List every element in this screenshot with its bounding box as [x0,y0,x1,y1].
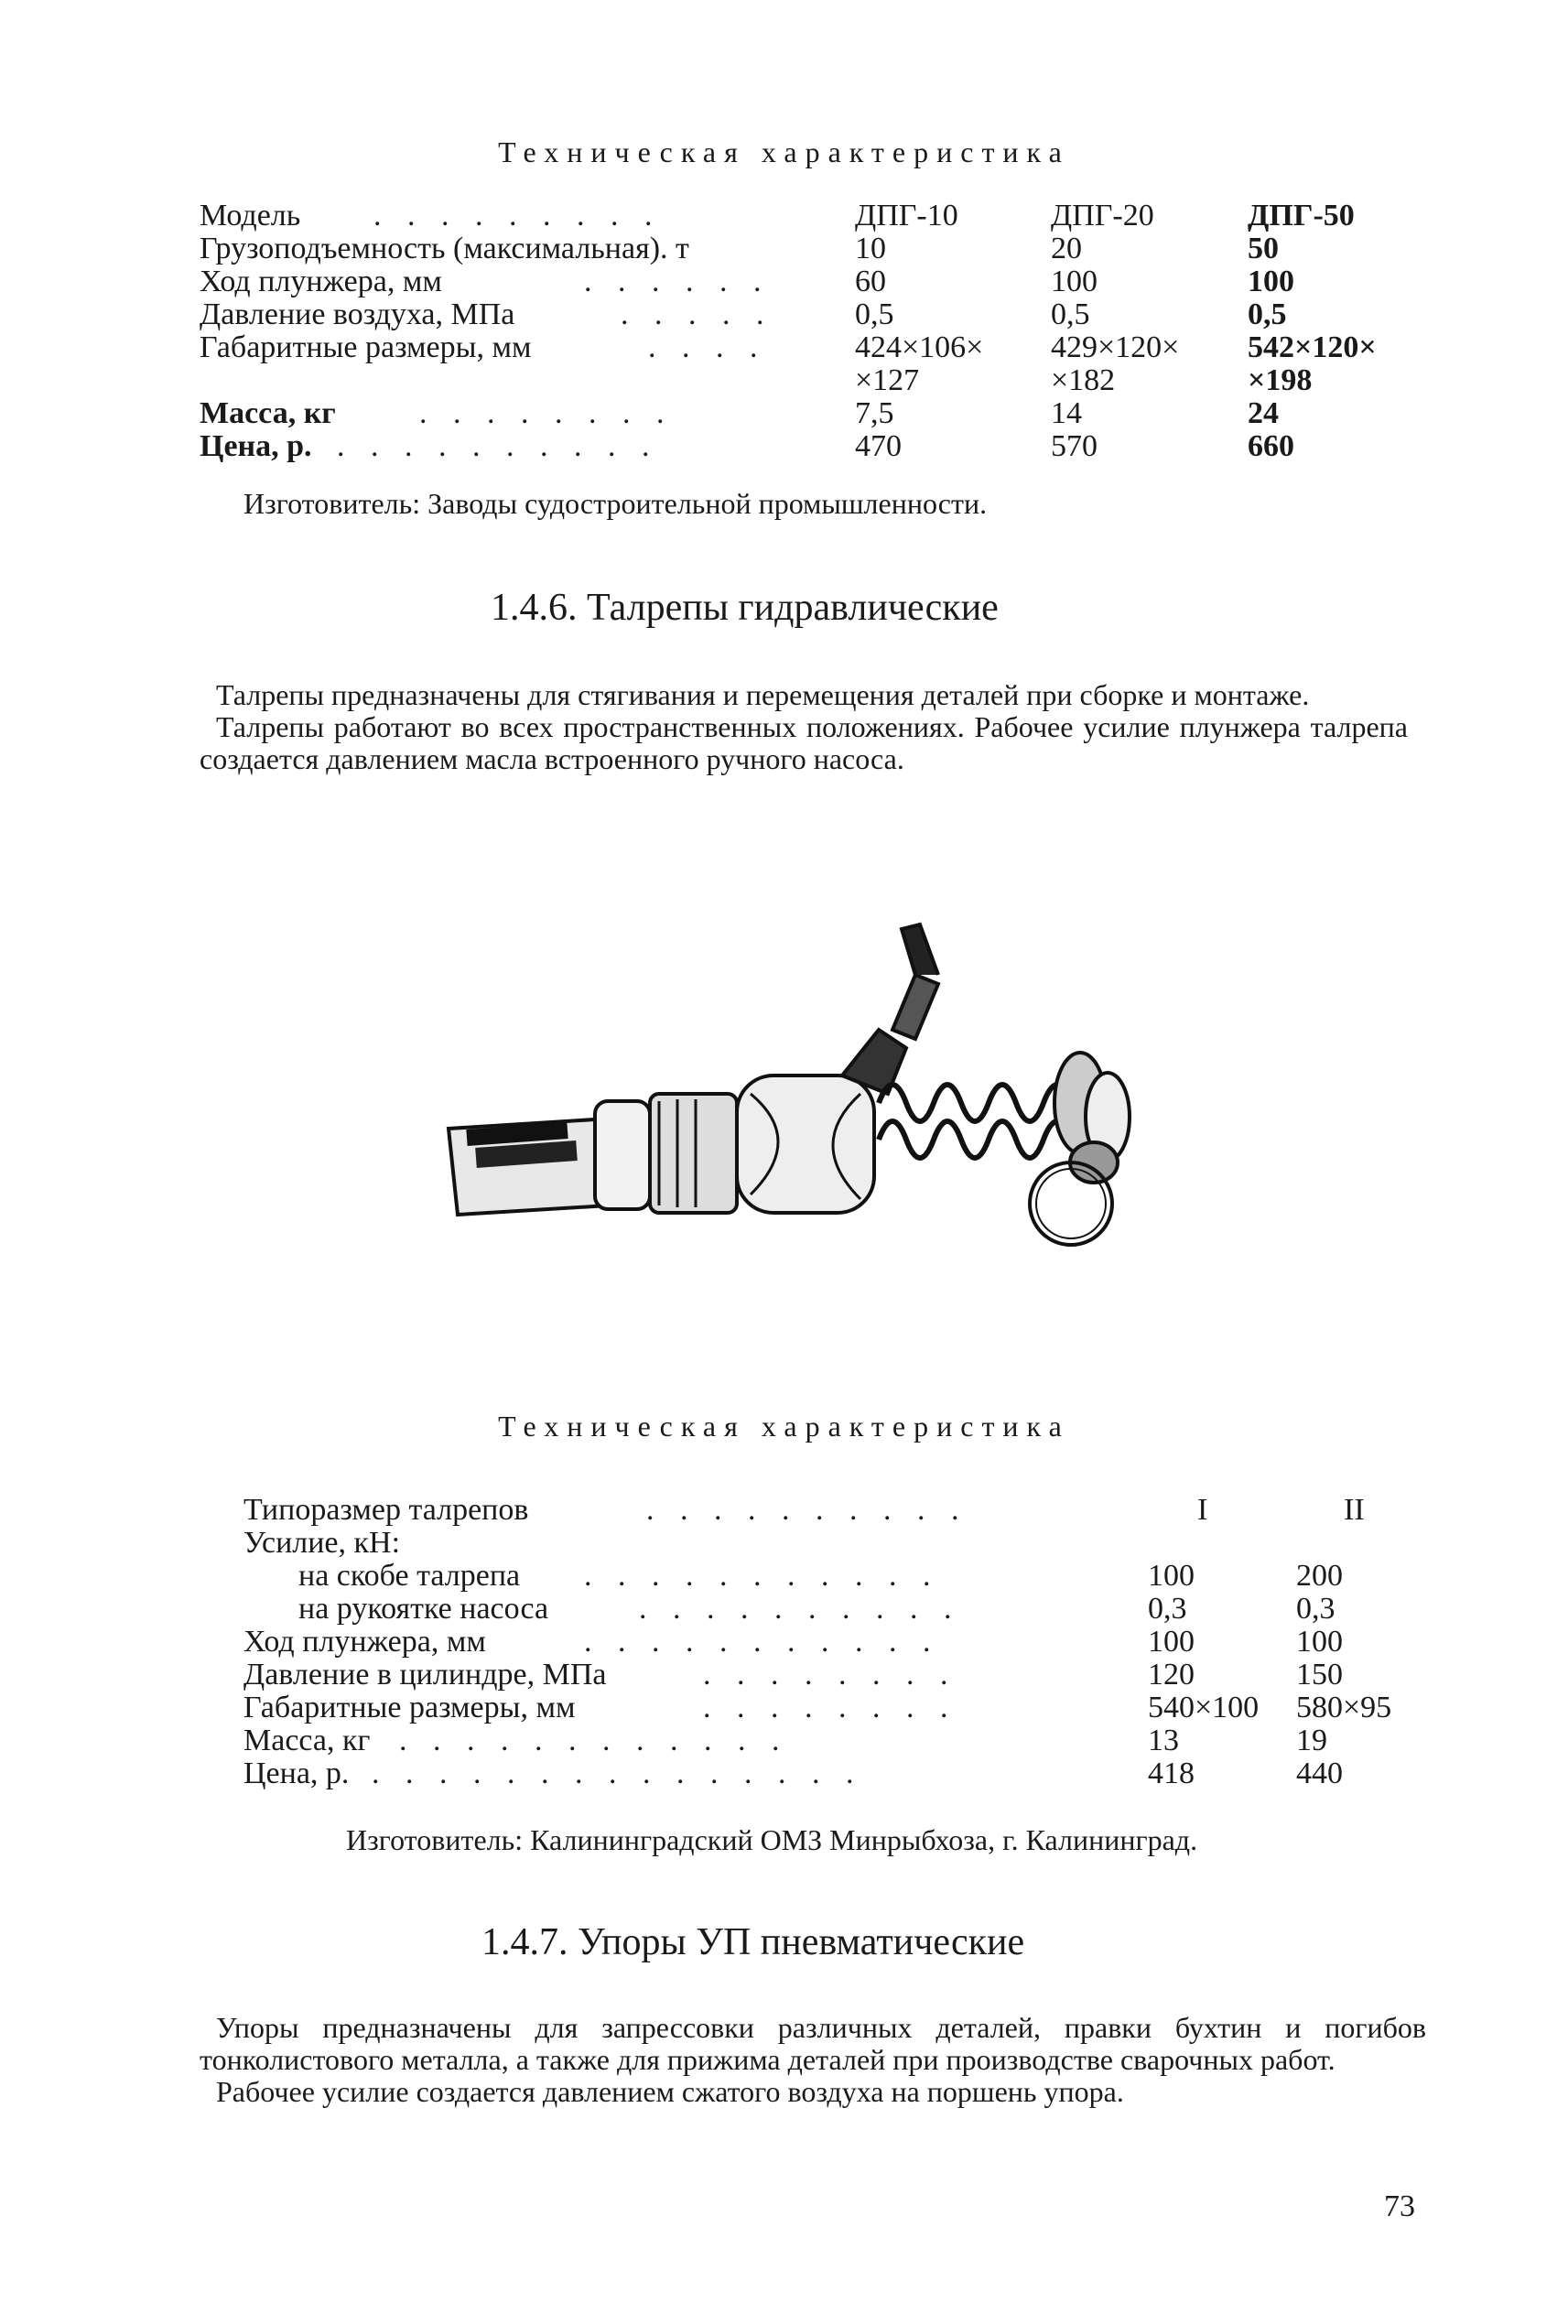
table2-heading: Техническая характеристика [498,1410,1070,1443]
row-label: Типоразмер талрепов [243,1493,529,1527]
value-dpg10: 10 [855,232,886,265]
row-dots: . . . . . . . . . . [639,1592,961,1626]
table2-row [243,1560,1424,1593]
value-size-1: 100 [1148,1559,1195,1593]
value-size-1: I [1197,1493,1208,1527]
table1-row [200,232,1426,265]
value-dpg10: 424×106× [855,330,984,364]
value-dpg50: 0,5 [1248,297,1287,331]
row-dots: . . . . . . . . . [373,199,662,232]
table2-row [243,1724,1424,1757]
table1-row [200,430,1426,463]
table1-row [200,200,1426,232]
table2-row [243,1593,1424,1626]
row-label: Ход плунжера, мм [200,265,442,298]
row-dots: . . . . . . . . [703,1658,957,1692]
section-1-4-6-title: 1.4.6. Талрепы гидравлические [491,587,999,629]
value-dpg50: 24 [1248,396,1279,430]
value-size-1: 0,3 [1148,1592,1187,1626]
row-label: Модель [200,199,301,232]
value-dpg10: 0,5 [855,297,894,331]
value-dpg20: 14 [1051,396,1082,430]
row-label: Цена, р. [200,429,312,463]
table2-row [243,1494,1424,1527]
hydraulic-turnbuckle-illustration [439,920,1135,1254]
value-size-1: 120 [1148,1658,1195,1692]
value-dpg20: 0,5 [1051,297,1090,331]
table1-heading: Техническая характеристика [498,135,1070,168]
row-dots: . . . . . [621,297,773,331]
table2-row [243,1527,1424,1560]
row-label: Цена, р. [243,1757,350,1790]
row-label: Габаритные размеры, мм [200,330,532,364]
value-size-1: 13 [1148,1724,1179,1757]
value-size-2: 19 [1296,1724,1327,1757]
row-dots: . . . . . . . . . . [646,1493,968,1527]
row-label: Усилие, кН: [243,1526,401,1560]
value-dpg50: 542×120× [1248,330,1377,364]
table2-row [243,1692,1424,1724]
value-dpg10: ×127 [855,363,920,397]
value-dpg50: 100 [1248,265,1294,298]
row-label: Габаритные размеры, мм [243,1691,576,1724]
row-label: на рукоятке насоса [298,1592,549,1626]
value-size-2: 200 [1296,1559,1343,1593]
value-size-2: 0,3 [1296,1592,1336,1626]
row-dots: . . . . . . . . . . . . [399,1724,789,1757]
row-label: Давление в цилиндре, МПа [243,1658,607,1692]
paragraph: Рабочее усилие создается давлением сжатого воздуха на поршень упора. [216,2075,1124,2108]
table1-row [200,265,1426,298]
row-label: на скобе талрепа [298,1559,521,1593]
value-dpg10: 60 [855,265,886,298]
page-number: 73 [1384,2189,1415,2223]
row-label: Ход плунжера, мм [243,1625,486,1659]
value-size-2: 440 [1296,1757,1343,1790]
row-dots: . . . . . . . . . . . [584,1559,940,1593]
table1-maker: Изготовитель: Заводы судостроительной промышленности. [243,487,988,520]
value-size-1: 418 [1148,1757,1195,1790]
table2-row [243,1626,1424,1659]
row-dots: . . . . . . . . . . . [584,1625,940,1659]
value-dpg20: ДПГ-20 [1051,199,1154,232]
row-dots: . . . . . . [584,265,771,298]
section2-body [200,2012,1426,2108]
row-label: Масса, кг [243,1724,371,1757]
value-dpg10: 7,5 [855,396,894,430]
row-label: Давление воздуха, МПа [200,297,515,331]
value-size-1: 540×100 [1148,1691,1260,1724]
row-dots: . . . . [648,330,767,364]
table2-row [243,1659,1424,1692]
value-dpg50: ДПГ-50 [1248,199,1355,232]
section1-body [200,679,1408,775]
value-size-2: 150 [1296,1658,1343,1692]
table1-row [200,397,1426,430]
table1-row [200,364,1426,397]
value-dpg50: 50 [1248,232,1279,265]
value-dpg20: 100 [1051,265,1098,298]
row-dots: . . . . . . . . . . [337,429,659,463]
table2-row [243,1757,1424,1790]
row-dots: . . . . . . . . [419,396,674,430]
value-size-2: II [1344,1493,1365,1527]
value-size-1: 100 [1148,1625,1195,1659]
row-label: Грузоподъемность (максимальная). т [200,232,689,265]
value-dpg50: 660 [1248,429,1294,463]
row-label: Масса, кг [200,396,336,430]
row-dots: . . . . . . . . . . . . . . . [372,1757,863,1790]
section-1-4-7-title: 1.4.7. Упоры УП пневматические [481,1921,1025,1963]
value-dpg20: 570 [1051,429,1098,463]
row-dots: . . . . . . . . [703,1691,957,1724]
table1 [200,200,1426,463]
value-size-2: 100 [1296,1625,1343,1659]
paragraph: Упоры предназначены для запрессовки различных деталей, правки бухтин и погибов тонколистового металла, а также для прижима деталей при производстве сварочных работ. [200,2011,1426,2076]
table2 [243,1494,1424,1790]
value-dpg20: 429×120× [1051,330,1180,364]
value-dpg10: 470 [855,429,902,463]
value-dpg10: ДПГ-10 [855,199,958,232]
value-size-2: 580×95 [1296,1691,1392,1724]
paragraph: Талрепы предназначены для стягивания и перемещения деталей при сборке и монтаже. [216,678,1310,711]
table1-row [200,331,1426,364]
table2-maker: Изготовитель: Калининградский ОМЗ Минрыбхоза, г. Калининград. [346,1823,1198,1856]
value-dpg20: 20 [1051,232,1082,265]
value-dpg50: ×198 [1248,363,1313,397]
value-dpg20: ×182 [1051,363,1116,397]
paragraph: Талрепы работают во всех пространственных положениях. Рабочее усилие плунжера талрепа создается давлением масла встроенного ручного насоса. [200,710,1408,775]
table1-row [200,298,1426,331]
